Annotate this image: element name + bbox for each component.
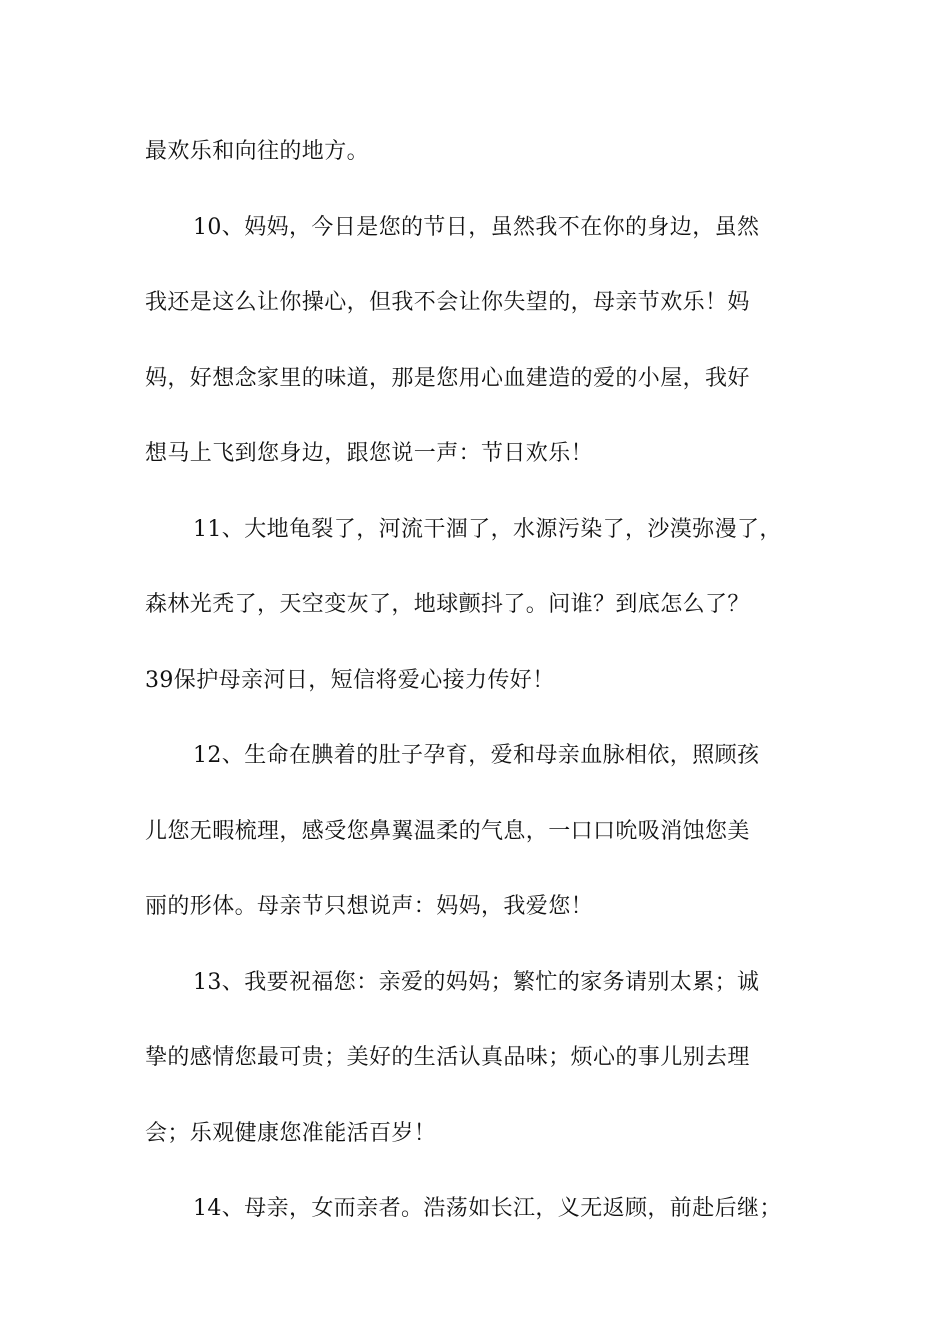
text-line: 最欢乐和向往的地方。 — [145, 139, 370, 164]
text-line: 挚的感情您最可贵；美好的生活认真品味；烦心的事儿别去理 — [145, 1045, 750, 1070]
text-line: 丽的形体。母亲节只想说声：妈妈，我爱您！ — [145, 894, 594, 919]
text-line: 会；乐观健康您准能活百岁！ — [145, 1120, 437, 1146]
text-line: 妈，好想念家里的味道，那是您用心血建造的爱的小屋，我好 — [145, 365, 750, 391]
text-line: 想马上飞到您身边，跟您说一声：节日欢乐！ — [145, 441, 594, 466]
text-line: 10、妈妈，今日是您的节日，虽然我不在你的身边，虽然 — [193, 214, 760, 240]
document-body — [145, 126, 830, 1259]
text-line: 13、我要祝福您：亲爱的妈妈；繁忙的家务请别太累；诚 — [193, 969, 760, 995]
text-line: 12、生命在腆着的肚子孕育，爱和母亲血脉相依，照顾孩 — [193, 743, 760, 768]
text-line: 11、大地龟裂了，河流干涸了，水源污染了，沙漠弥漫了， — [193, 516, 782, 542]
text-line: 14、母亲，女而亲者。浩荡如长江，义无返顾，前赴后继； — [193, 1196, 782, 1221]
text-line: 我还是这么让你操心，但我不会让你失望的，母亲节欢乐！妈 — [145, 290, 750, 315]
text-line: 森林光秃了，天空变灰了，地球颤抖了。问谁？到底怎么了？ — [145, 592, 750, 617]
text-line: 39保护母亲河日，短信将爱心接力传好！ — [145, 667, 555, 693]
text-line: 儿您无暇梳理，感受您鼻翼温柔的气息，一口口吮吸消蚀您美 — [145, 818, 750, 844]
